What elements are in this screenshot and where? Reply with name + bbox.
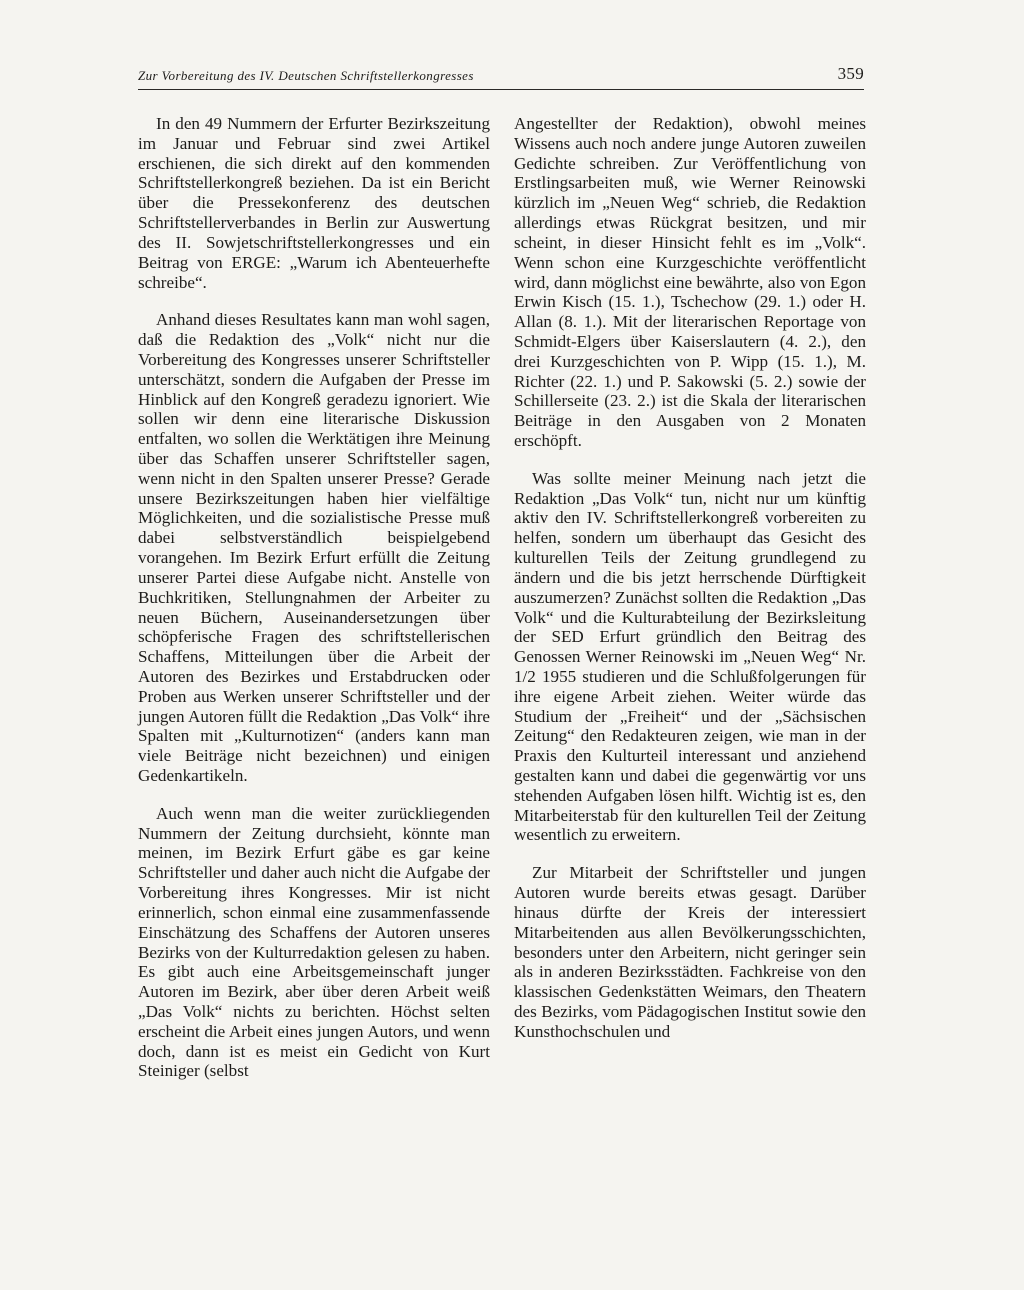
- right-paragraph-3: Zur Mitarbeit der Schriftsteller und jungen Autoren wurde bereits etwas gesagt. Darüber hinaus dürfte der Kreis der interessiert Mitarbeitenden aus allen Bevölkerungsschichten, besonders unter den Arbeitern, nicht geringer sein als in anderen Bezirksstädten. Fachkreise von den klassischen Gedenkstätten Weimars, den Theatern des Bezirks, vom Pädagogischen Institut sowie den Kunsthochschulen und: [514, 863, 866, 1041]
- left-paragraph-3: Auch wenn man die weiter zurückliegenden Nummern der Zeitung durchsieht, könnte man meinen, im Bezirk Erfurt gäbe es gar keine Schriftsteller und daher auch nicht die Aufgabe der Vorbereitung ihres Kongresses. Mir ist nicht erinnerlich, schon einmal eine zusammenfassende Einschätzung des Schaffens der Autoren unseres Bezirks von der Kulturredaktion gelesen zu haben. Es gibt auch eine Arbeitsgemeinschaft junger Autoren im Bezirk, aber über deren Arbeit weiß „Das Volk“ nichts zu berichten. Höchst selten erscheint die Arbeit eines jungen Autors, und wenn doch, dann ist es meist ein Gedicht von Kurt Steiniger (selbst: [138, 803, 490, 1081]
- running-title: Zur Vorbereitung des IV. Deutschen Schriftstellerkongresses: [138, 68, 474, 83]
- right-paragraph-1: Angestellter der Redaktion), obwohl meines Wissens auch noch andere junge Autoren zuweilen Gedichte schreiben. Zur Veröffentlichung von Erstlingsarbeiten muß, wie Werner Reinowski kürzlich im „Neuen Weg“ schrieb, die Redaktion allerdings etwas Rückgrat besitzen, und mir scheint, in dieser Hinsicht fehlt es im „Volk“. Wenn schon eine Kurzgeschichte veröffentlicht wird, dann möglichst eine bewährte, also von Egon Erwin Kisch (15. 1.), Tschechow (29. 1.) oder H. Allan (8. 1.). Mit der literarischen Reportage von Schmidt-Elgers über Kaiserslautern (4. 2.), den drei Kurzgeschichten von P. Wipp (15. 1.), M. Richter (22. 1.) und P. Sakowski (5. 2.) sowie der Schillerseite (23. 2.) ist die Skala der literarischen Beiträge in den Ausgaben von 2 Monaten erschöpft.: [514, 114, 866, 450]
- right-column: [514, 114, 866, 1042]
- left-paragraph-1: In den 49 Nummern der Erfurter Bezirkszeitung im Januar und Februar sind zwei Artikel erschienen, die sich direkt auf den kommenden Schriftstellerkongreß beziehen. Da ist ein Bericht über die Pressekonferenz des deutschen Schriftstellerverbandes in Berlin zur Auswertung des II. Sowjetschriftstellerkongresses und ein Beitrag von ERGE: „Warum ich Abenteuerhefte schreibe“.: [138, 114, 490, 292]
- left-column: [138, 114, 490, 1081]
- header-rule: [138, 89, 864, 90]
- right-paragraph-2: Was sollte meiner Meinung nach jetzt die Redaktion „Das Volk“ tun, nicht nur um künftig aktiv den IV. Schriftstellerkongreß vorbereiten zu helfen, sondern um überhaupt das Gesicht des kulturellen Teils der Zeitung grundlegend zu ändern und die bis jetzt herrschende Dürftigkeit auszumerzen? Zunächst sollten die Redaktion „Das Volk“ und die Kulturabteilung der Bezirksleitung der SED Erfurt gründlich den Beitrag des Genossen Werner Reinowski im „Neuen Weg“ Nr. 1/2 1955 studieren und die Schlußfolgerungen für ihre eigene Arbeit ziehen. Weiter würde das Studium der „Freiheit“ und der „Sächsischen Zeitung“ den Redakteuren zeigen, wie man in der Praxis den Kulturteil interessant und anziehend gestalten kann und dabei die gegenwärtig vor uns stehenden Aufgaben lösen hilft. Wichtig ist es, den Mitarbeiterstab für den kulturellen Teil der Zeitung wesentlich zu erweitern.: [514, 468, 866, 845]
- running-header: [138, 66, 864, 92]
- left-paragraph-2: Anhand dieses Resultates kann man wohl sagen, daß die Redaktion des „Volk“ nicht nur die Vorbereitung des Kongresses unserer Schriftsteller unterschätzt, sondern die Aufgaben der Presse im Hinblick auf den Kongreß geradezu ignoriert. Wie sollen wir denn eine literarische Diskussion entfalten, wo sollen die Werktätigen ihre Meinung über das Schaffen unserer Schriftsteller sagen, wenn nicht in den Spalten unserer Presse? Gerade unsere Bezirkszeitungen haben hier vielfältige Möglichkeiten, und die sozialistische Presse muß dabei selbstverständlich beispielgebend vorangehen. Im Bezirk Erfurt erfüllt die Zeitung unserer Partei diese Aufgabe nicht. Anstelle von Buchkritiken, Stellungnahmen der Arbeiter zu neuen Büchern, Auseinandersetzungen über schöpferische Fragen des schriftstellerischen Schaffens, Mitteilungen über die Arbeit der Autoren des Bezirkes und Erstabdrucken oder Proben aus Werken unserer Schriftsteller und der jungen Autoren füllt die Redaktion „Das Volk“ ihre Spalten mit „Kulturnotizen“ (anders kann man viele Beiträge nicht bezeichnen) und einigen Gedenkartikeln.: [138, 310, 490, 785]
- page-number: 359: [837, 64, 864, 83]
